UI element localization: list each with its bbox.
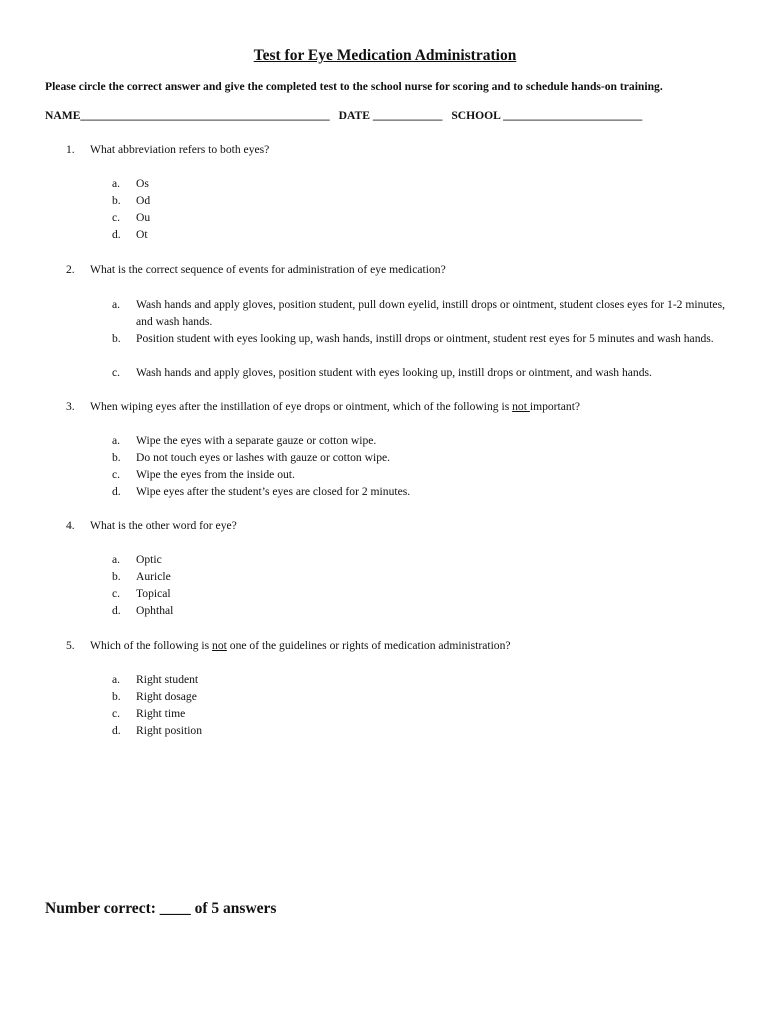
question-number: 3. <box>66 400 75 413</box>
option-text: Ophthal <box>136 604 174 617</box>
page-title: Test for Eye Medication Administration <box>253 47 517 64</box>
option-2c <box>112 364 732 381</box>
option-3d <box>112 485 410 498</box>
question-5 <box>66 639 511 652</box>
option-text: Wash hands and apply gloves, position student with eyes looking up, instill drops or ointment, and wash hands. <box>136 366 652 379</box>
option-text: Right position <box>136 724 203 737</box>
option-letter: c. <box>112 707 121 720</box>
option-1b <box>112 194 150 207</box>
option-letter: b. <box>112 690 121 703</box>
option-text: Ou <box>136 211 151 224</box>
option-letter: b. <box>112 570 121 583</box>
question-text-before: When wiping eyes after the instillation of eye drops or ointment, which of the following is <box>90 400 513 413</box>
question-text-before: Which of the following is <box>90 639 213 652</box>
option-2b <box>112 330 732 347</box>
option-4d <box>112 604 173 617</box>
option-letter: c. <box>112 211 121 224</box>
info-row <box>45 109 745 122</box>
question-text-after: important? <box>529 400 581 413</box>
option-4c <box>112 587 171 600</box>
option-letter: a. <box>112 177 121 190</box>
option-text: Wipe the eyes from the inside out. <box>136 468 295 481</box>
option-5a <box>112 673 198 686</box>
question-1 <box>66 143 269 156</box>
question-4 <box>66 519 237 532</box>
option-text: Wipe eyes after the student’s eyes are closed for 2 minutes. <box>136 485 411 498</box>
question-text-underlined: not <box>512 400 530 413</box>
option-letter: a. <box>112 553 121 566</box>
option-letter: a. <box>112 434 121 447</box>
question-number: 5. <box>66 639 75 652</box>
option-4b <box>112 570 171 583</box>
option-letter: c. <box>112 366 121 379</box>
option-text: Od <box>136 194 151 207</box>
option-3c <box>112 468 295 481</box>
option-2a <box>112 296 732 330</box>
score-line: Number correct: ____ of 5 answers <box>45 900 277 917</box>
name-field: NAME___________________________________________ <box>45 109 330 122</box>
question-number: 4. <box>66 519 75 532</box>
option-letter: b. <box>112 194 121 207</box>
question-number: 1. <box>66 143 75 156</box>
option-letter: b. <box>112 451 121 464</box>
option-5c <box>112 707 185 720</box>
question-text: What abbreviation refers to both eyes? <box>90 143 270 156</box>
option-letter: a. <box>112 298 121 311</box>
option-text: Right time <box>136 707 186 720</box>
question-2 <box>66 263 446 276</box>
option-letter: d. <box>112 724 121 737</box>
option-3a <box>112 434 376 447</box>
option-text: Auricle <box>136 570 171 583</box>
question-3 <box>66 400 580 413</box>
option-text: Wash hands and apply gloves, position student, pull down eyelid, instill drops or ointment, student closes eyes for 1-2 minutes, and wash hands. <box>136 298 725 328</box>
instructions: Please circle the correct answer and give the completed test to the school nurse for scoring and to schedule hands-on training. <box>45 80 663 93</box>
option-3b <box>112 451 390 464</box>
option-1d <box>112 228 148 241</box>
option-letter: d. <box>112 485 121 498</box>
option-letter: d. <box>112 604 121 617</box>
question-text: What is the correct sequence of events for administration of eye medication? <box>90 263 446 276</box>
question-number: 2. <box>66 263 75 276</box>
option-text: Topical <box>136 587 171 600</box>
option-letter: c. <box>112 587 121 600</box>
date-field: DATE ____________ <box>338 109 443 122</box>
option-4a <box>112 553 162 566</box>
option-text: Os <box>136 177 149 190</box>
option-letter: d. <box>112 228 121 241</box>
question-text-after: one of the guidelines or rights of medication administration? <box>226 639 511 652</box>
option-5b <box>112 690 197 703</box>
option-letter: b. <box>112 332 121 345</box>
option-1a <box>112 177 149 190</box>
option-text: Wipe the eyes with a separate gauze or cotton wipe. <box>136 434 377 447</box>
option-text: Position student with eyes looking up, wash hands, instill drops or ointment, student rest eyes for 5 minutes and wash hands. <box>136 332 714 345</box>
question-text-underlined: not <box>212 639 227 652</box>
option-letter: a. <box>112 673 121 686</box>
option-text: Ot <box>136 228 148 241</box>
option-text: Right student <box>136 673 199 686</box>
option-text: Do not touch eyes or lashes with gauze or cotton wipe. <box>136 451 391 464</box>
option-text: Right dosage <box>136 690 197 703</box>
question-text: What is the other word for eye? <box>90 519 237 532</box>
option-1c <box>112 211 150 224</box>
option-text: Optic <box>136 553 162 566</box>
school-field: SCHOOL ________________________ <box>451 109 643 122</box>
option-5d <box>112 724 202 737</box>
option-letter: c. <box>112 468 121 481</box>
